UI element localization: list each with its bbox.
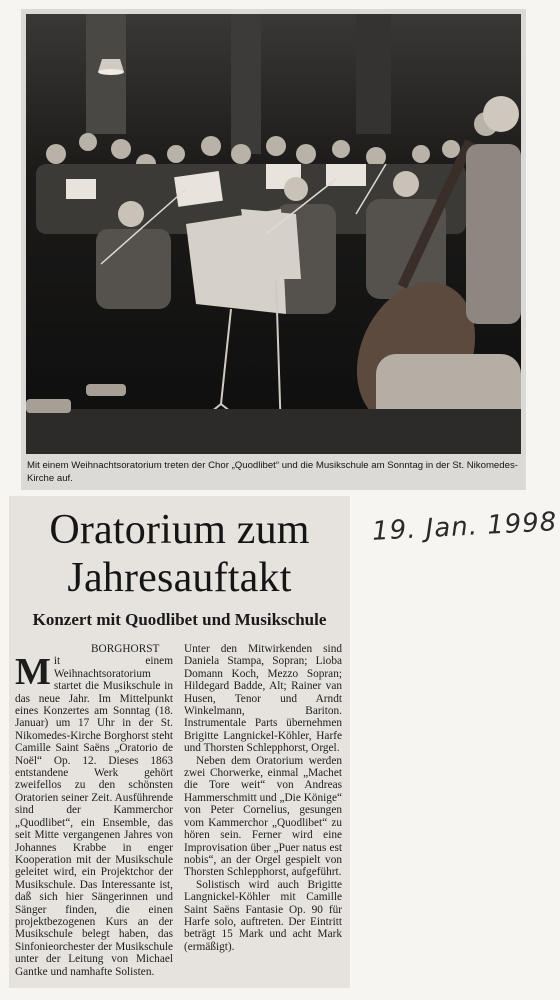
article-subheadline: Konzert mit Quodlibet und Musikschule xyxy=(32,610,327,629)
paragraph: Unter den Mitwirkenden sind Daniela Stampa, Sopran; Lioba Domann Koch, Mezzo Sopran; Hildegard Badde, Alt; Rainer van Husen, Tenor und Arndt Winkelmann, Bariton. Instrumentale Parts übernehmen Brigitte Langnickel-Köhler, Harfe und Thorsten Schlepphorst, Orgel. xyxy=(184,643,342,755)
photo-caption: Mit einem Weihnachtsoratorium treten der Chor „Quodlibet“ und die Musikschule am Sonntag in der St. Nikomedes-Kirche auf. xyxy=(27,460,518,484)
article-column-1 xyxy=(15,643,173,978)
concert-photo xyxy=(26,14,521,454)
drop-cap: M xyxy=(15,651,51,694)
handwritten-date: 19. Jan. 1998 xyxy=(371,507,559,547)
paragraph: it einem Weihnachtsoratorium startet die Musikschule in das neue Jahr. Im Mittelpunkt eines Konzertes am Sonntag (18. Januar) um 17 Uhr in der St. Nikomedes-Kirche Borghorst steht Camille Saint Saëns „Oratorio de Noël“ Op. 12. Dieses 1863 entstandene Werk gehört zweifellos zu den schönsten Oratorien seiner Zeit. Ausführende sind der Kammerchor „Quodlibet“, ein Ensemble, das seit Mitte vergangenen Jahres von Johannes Krabbe in enger Kooperation mit der Musikschule geleitet wird, ein Projektchor der Musikschule. Das Interessante ist, daß sich hier Sängerinnen und Sänger finden, die einen projektbezogenen Kurs an der Musikschule belegt haben, das Sinfonieorchester der Musikschule unter der Leitung von Michael Gantke und namhafte Solisten. xyxy=(15,655,173,978)
paragraph: Neben dem Oratorium werden zwei Chorwerke, einmal „Machet die Tore weit“ von Andreas Hammerschmitt und „Die Könige“ von Peter Cornelius, gesungen vom Kammerchor „Quodlibet“ zu hören sein. Ferner wird eine Improvisation über „Puer natus est nobis“, an der Orgel gespielt von Thorsten Schlepphorst, aufgeführt. xyxy=(184,754,342,879)
dateline: BORGHORST xyxy=(91,643,160,655)
paragraph: Solistisch wird auch Brigitte Langnickel-Köhler mit Camille Saint Saëns Fantasie Op. 90 für Harfe solo, auftreten. Der Eintritt beträgt 15 Mark und acht Mark (ermäßigt). xyxy=(184,878,342,953)
article-clipping xyxy=(9,496,350,988)
article-column-2 xyxy=(184,643,342,953)
article-headline: Oratorium zum Jahresauftakt xyxy=(49,507,310,601)
photo-clipping xyxy=(21,9,526,490)
